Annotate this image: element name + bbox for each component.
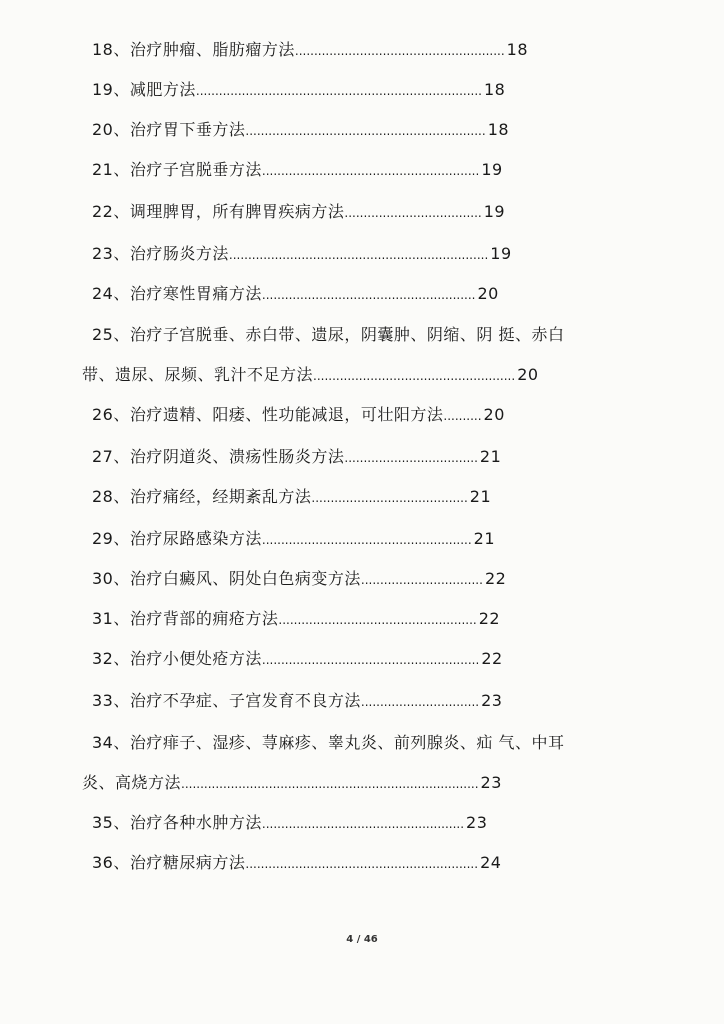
toc-entry-line <box>92 244 512 265</box>
toc-page-number: 18 <box>487 120 510 139</box>
toc-entry <box>92 160 503 181</box>
toc-page-number: 18 <box>483 80 506 99</box>
toc-page-number: 22 <box>478 609 501 628</box>
toc-leader-dots: .................................................................... <box>228 248 489 262</box>
toc-entry-title: 22、调理脾胃，所有脾胃疾病方法 <box>92 202 345 221</box>
toc-leader-dots: ........................................................................... <box>195 84 482 98</box>
toc-entry <box>82 733 565 792</box>
toc-entry-title: 30、治疗白癜风、阴处白色病变方法 <box>92 569 361 588</box>
toc-entry-title: 21、治疗子宫脱垂方法 <box>92 160 262 179</box>
toc-leader-dots: .................................... <box>344 206 482 220</box>
toc-entry <box>92 529 495 550</box>
toc-entry-title: 29、治疗尿路感染方法 <box>92 529 262 548</box>
toc-entry-title: 20、治疗胃下垂方法 <box>92 120 246 139</box>
toc-entry-title: 32、治疗小便处疮方法 <box>92 649 262 668</box>
toc-entry-line <box>92 40 528 61</box>
toc-leader-dots: ................................ <box>360 573 483 587</box>
toc-entry <box>92 120 509 141</box>
toc-entry <box>82 325 565 384</box>
toc-entry-title: 35、治疗各种水肿方法 <box>92 813 262 832</box>
toc-entry <box>92 80 505 101</box>
toc-entry <box>92 813 487 834</box>
toc-entry-line <box>92 609 500 630</box>
toc-entry-title: 带、遗尿、尿频、乳汁不足方法 <box>82 365 314 384</box>
toc-entry-line <box>92 284 499 305</box>
toc-entry <box>92 487 491 508</box>
toc-entry-line <box>92 120 509 141</box>
toc-page-number: 20 <box>477 284 499 303</box>
toc-leader-dots: ......................................... <box>311 491 468 505</box>
toc-entry-title: 18、治疗肿瘤、脂肪瘤方法 <box>92 40 295 59</box>
toc-entry-line <box>92 202 505 223</box>
toc-leader-dots: ............................................................... <box>245 124 486 138</box>
toc-leader-dots: .................................................... <box>278 613 477 627</box>
toc-leader-dots: ........................................................ <box>261 288 476 302</box>
toc-entry-title: 34、治疗痱子、湿疹、荨麻疹、睾丸炎、前列腺炎、疝 气、中耳 <box>92 733 565 752</box>
toc-page-number: 18 <box>506 40 529 59</box>
toc-entry-line <box>92 813 487 834</box>
toc-entry <box>92 609 500 630</box>
toc-entry-line <box>92 80 505 101</box>
toc-entry <box>92 284 499 305</box>
toc-entry <box>92 853 501 874</box>
toc-entry-title: 33、治疗不孕症、子宫发育不良方法 <box>92 691 361 710</box>
toc-page-number: 23 <box>480 773 502 792</box>
toc-entry-title: 炎、高烧方法 <box>82 773 182 792</box>
toc-entry-line <box>82 365 539 386</box>
toc-page-number: 22 <box>484 569 507 588</box>
toc-entry-title: 23、治疗肠炎方法 <box>92 244 229 263</box>
toc-entry-title: 19、减肥方法 <box>92 80 196 99</box>
toc-entry-line <box>92 160 503 181</box>
toc-page-number: 21 <box>469 487 492 506</box>
toc-entry <box>92 40 528 61</box>
toc-page-number: 21 <box>479 447 502 466</box>
toc-page-number: 19 <box>481 160 503 179</box>
toc-entry-line <box>92 529 495 550</box>
toc-entry <box>92 569 506 590</box>
toc-leader-dots: ......................................................... <box>261 653 480 667</box>
toc-entry-line <box>92 853 501 874</box>
toc-entry-line <box>92 569 506 590</box>
toc-entry-title: 31、治疗背部的痈疮方法 <box>92 609 279 628</box>
toc-entry-title: 26、治疗遗精、阳痿、性功能减退，可壮阳方法 <box>92 405 444 424</box>
toc-entry <box>92 202 505 223</box>
toc-page-number: 19 <box>483 202 506 221</box>
toc-leader-dots: .............................................................................. <box>181 777 479 791</box>
toc-entry-line <box>82 773 502 794</box>
toc-leader-dots: ....................................................... <box>261 533 472 547</box>
toc-page-number: 24 <box>480 853 502 872</box>
toc-entry <box>92 405 505 426</box>
toc-page-number: 20 <box>517 365 539 384</box>
toc-leader-dots: ..................................................... <box>261 817 465 831</box>
toc-entry-line <box>92 405 505 426</box>
toc-leader-dots: ......................................................... <box>261 164 480 178</box>
toc-entry-line <box>92 487 491 508</box>
toc-leader-dots: ................................... <box>344 451 478 465</box>
toc-entry-line <box>92 447 501 468</box>
toc-entry-title: 28、治疗痛经，经期紊乱方法 <box>92 487 312 506</box>
toc-entry <box>92 649 503 670</box>
toc-entry-line <box>92 733 564 753</box>
toc-entry <box>92 447 501 468</box>
toc-page-number: 23 <box>466 813 488 832</box>
toc-page-number: 23 <box>481 691 503 710</box>
toc-leader-dots: ..................................................... <box>313 369 516 383</box>
page-number: 4 / 46 <box>346 934 378 945</box>
toc-entry-title: 25、治疗子宫脱垂、赤白带、遗尿，阴囊肿、阴缩、阴 挺、赤白 <box>92 325 565 344</box>
toc-entry-title: 36、治疗糖尿病方法 <box>92 853 246 872</box>
toc-entry <box>92 244 512 265</box>
toc-page-number: 19 <box>490 244 512 263</box>
toc-leader-dots: .......... <box>443 409 482 423</box>
toc-leader-dots: ....................................................... <box>294 44 505 58</box>
toc-page-number: 20 <box>483 405 505 424</box>
toc-leader-dots: ............................................................. <box>245 857 479 871</box>
toc-page-number: 21 <box>473 529 496 548</box>
toc-leader-dots: ............................... <box>360 695 480 709</box>
toc-entry-line <box>92 691 502 712</box>
toc-entry-title: 24、治疗寒性胃痛方法 <box>92 284 262 303</box>
toc-entry-line <box>92 325 564 345</box>
toc-entry-line <box>92 649 503 670</box>
toc-entry <box>92 691 502 712</box>
toc-entry-title: 27、治疗阴道炎、溃疡性肠炎方法 <box>92 447 345 466</box>
toc-page-number: 22 <box>481 649 503 668</box>
